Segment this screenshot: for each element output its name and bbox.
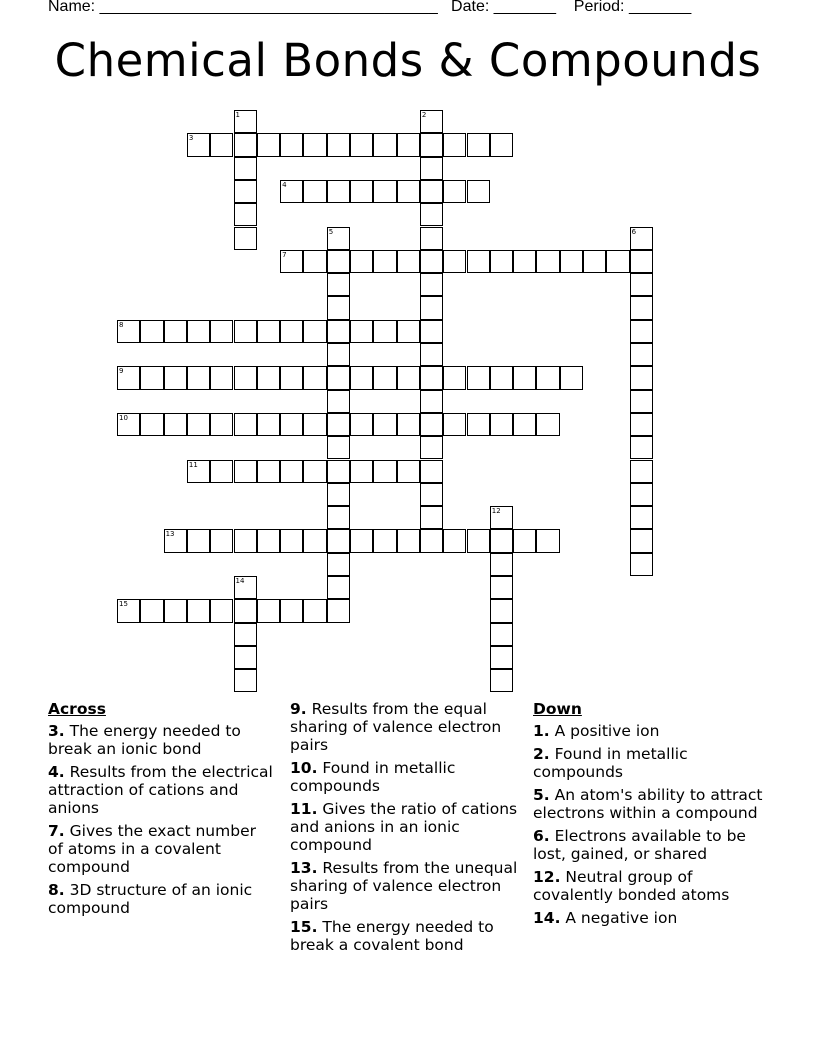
- grid-cell[interactable]: [234, 460, 257, 483]
- grid-cell[interactable]: [630, 390, 653, 413]
- grid-cell[interactable]: [187, 599, 210, 622]
- grid-cell[interactable]: [536, 366, 559, 389]
- clue-number-label: 9: [119, 367, 124, 376]
- grid-cell[interactable]: [490, 646, 513, 669]
- grid-cell[interactable]: [420, 133, 443, 156]
- grid-cell[interactable]: [234, 203, 257, 226]
- grid-cell[interactable]: [397, 460, 420, 483]
- grid-cell[interactable]: [536, 529, 559, 552]
- clue-number: 8.: [48, 881, 65, 899]
- grid-cell[interactable]: [420, 227, 443, 250]
- grid-cell[interactable]: [327, 273, 350, 296]
- grid-cell[interactable]: [234, 180, 257, 203]
- grid-cell[interactable]: [140, 320, 163, 343]
- clue-text: Results from the electrical attraction of cations and anions: [48, 763, 273, 817]
- across-clues-continued: [290, 700, 520, 959]
- grid-cell[interactable]: [303, 460, 326, 483]
- grid-cell[interactable]: [327, 460, 350, 483]
- grid-cell[interactable]: [490, 413, 513, 436]
- grid-cell[interactable]: [303, 320, 326, 343]
- clue-text: 3D structure of an ionic compound: [48, 881, 253, 917]
- grid-cell[interactable]: [303, 133, 326, 156]
- grid-cell[interactable]: [187, 133, 210, 156]
- clue-text: Found in metallic compounds: [290, 759, 456, 795]
- clue-number-label: 7: [282, 250, 287, 259]
- grid-cell[interactable]: [140, 366, 163, 389]
- grid-cell[interactable]: [467, 180, 490, 203]
- clue-number: 9.: [290, 700, 307, 718]
- clue-number: 6.: [533, 827, 550, 845]
- grid-cell[interactable]: [490, 553, 513, 576]
- grid-cell[interactable]: [234, 133, 257, 156]
- clue-text: Gives the ratio of cations and anions in an ionic compound: [290, 800, 518, 854]
- clue-number-label: 6: [631, 227, 637, 236]
- grid-cell[interactable]: [280, 460, 303, 483]
- grid-cell[interactable]: [234, 529, 257, 552]
- grid-cell[interactable]: [443, 180, 466, 203]
- down-clue-2: [533, 745, 763, 781]
- grid-cell[interactable]: [327, 506, 350, 529]
- clue-number-label: 10: [119, 413, 128, 422]
- grid-cell[interactable]: [303, 366, 326, 389]
- grid-cell[interactable]: [467, 133, 490, 156]
- clue-text: The energy needed to break an ionic bond: [48, 722, 241, 758]
- grid-cell[interactable]: [420, 296, 443, 319]
- grid-cell[interactable]: [117, 599, 140, 622]
- across-clue-7: [48, 822, 273, 876]
- clue-number: 7.: [48, 822, 65, 840]
- grid-cell[interactable]: [420, 157, 443, 180]
- clue-number-label: 13: [165, 530, 175, 539]
- grid-cell[interactable]: [327, 483, 350, 506]
- grid-cell[interactable]: [630, 553, 653, 576]
- grid-cell[interactable]: [630, 436, 653, 459]
- grid-cell[interactable]: [350, 320, 373, 343]
- across-clues: [48, 700, 273, 922]
- clue-text: Results from the equal sharing of valence electron pairs: [290, 700, 502, 754]
- grid-cell[interactable]: [420, 483, 443, 506]
- grid-cell[interactable]: [350, 133, 373, 156]
- across-clue-8: [48, 881, 273, 917]
- grid-cell[interactable]: [327, 180, 350, 203]
- grid-cell[interactable]: [164, 320, 187, 343]
- grid-cell[interactable]: [490, 366, 513, 389]
- grid-cell[interactable]: [350, 180, 373, 203]
- grid-cell[interactable]: [234, 227, 257, 250]
- grid-cell[interactable]: [560, 250, 583, 273]
- grid-cell[interactable]: [420, 506, 443, 529]
- clue-number: 15.: [290, 918, 318, 936]
- grid-cell[interactable]: [420, 343, 443, 366]
- clue-number-label: 12: [491, 507, 501, 516]
- grid-cell[interactable]: [117, 320, 140, 343]
- grid-cell[interactable]: [234, 623, 257, 646]
- grid-cell[interactable]: [513, 366, 536, 389]
- grid-cell[interactable]: [210, 413, 233, 436]
- grid-cell[interactable]: [373, 460, 396, 483]
- grid-cell[interactable]: [210, 133, 233, 156]
- clue-number: 12.: [533, 868, 561, 886]
- grid-cell[interactable]: [327, 366, 350, 389]
- grid-cell[interactable]: [280, 250, 303, 273]
- grid-cell[interactable]: [490, 133, 513, 156]
- grid-cell[interactable]: [373, 413, 396, 436]
- grid-cell[interactable]: [630, 483, 653, 506]
- grid-cell[interactable]: [234, 576, 257, 599]
- grid-cell[interactable]: [630, 273, 653, 296]
- grid-cell[interactable]: [257, 366, 280, 389]
- grid-cell[interactable]: [257, 529, 280, 552]
- clue-text: Electrons available to be lost, gained, or shared: [533, 827, 746, 863]
- grid-cell[interactable]: [443, 133, 466, 156]
- grid-cell[interactable]: [327, 576, 350, 599]
- grid-cell[interactable]: [234, 669, 257, 692]
- across-clue-9: [290, 700, 520, 754]
- grid-cell[interactable]: [164, 366, 187, 389]
- grid-cell[interactable]: [490, 506, 513, 529]
- grid-cell[interactable]: [327, 320, 350, 343]
- grid-cell[interactable]: [257, 133, 280, 156]
- grid-cell[interactable]: [257, 413, 280, 436]
- grid-cell[interactable]: [397, 250, 420, 273]
- grid-cell[interactable]: [630, 227, 653, 250]
- grid-cell[interactable]: [373, 133, 396, 156]
- grid-cell[interactable]: [257, 320, 280, 343]
- clue-text: Results from the unequal sharing of valence electron pairs: [290, 859, 518, 913]
- grid-cell[interactable]: [327, 553, 350, 576]
- grid-cell[interactable]: [397, 529, 420, 552]
- grid-cell[interactable]: [303, 413, 326, 436]
- clue-text: Gives the exact number of atoms in a covalent compound: [48, 822, 256, 876]
- down-clue-6: [533, 827, 763, 863]
- clue-number: 3.: [48, 722, 65, 740]
- clue-number-label: 8: [119, 320, 124, 329]
- grid-cell[interactable]: [117, 413, 140, 436]
- clue-number-label: 1: [235, 111, 240, 119]
- clue-number: 4.: [48, 763, 65, 781]
- clue-text: An atom's ability to attract electrons within a compound: [533, 786, 763, 822]
- grid-cell[interactable]: [280, 599, 303, 622]
- down-clue-5: [533, 786, 763, 822]
- grid-cell[interactable]: [234, 110, 257, 133]
- grid-cell[interactable]: [606, 250, 629, 273]
- grid-cell[interactable]: [536, 413, 559, 436]
- grid-cell[interactable]: [420, 366, 443, 389]
- clue-number-label: 11: [188, 460, 198, 469]
- grid-cell[interactable]: [140, 413, 163, 436]
- grid-cell[interactable]: [327, 250, 350, 273]
- grid-cell[interactable]: [536, 250, 559, 273]
- grid-cell[interactable]: [467, 413, 490, 436]
- clue-text: Neutral group of covalently bonded atoms: [533, 868, 730, 904]
- grid-cell[interactable]: [560, 366, 583, 389]
- grid-cell[interactable]: [234, 157, 257, 180]
- grid-cell[interactable]: [397, 180, 420, 203]
- grid-cell[interactable]: [280, 133, 303, 156]
- grid-cell[interactable]: [234, 599, 257, 622]
- grid-cell[interactable]: [327, 133, 350, 156]
- across-clue-3: [48, 722, 273, 758]
- grid-cell[interactable]: [280, 180, 303, 203]
- grid-cell[interactable]: [327, 343, 350, 366]
- grid-cell[interactable]: [303, 599, 326, 622]
- grid-cell[interactable]: [117, 366, 140, 389]
- grid-cell[interactable]: [490, 623, 513, 646]
- grid-cell[interactable]: [630, 460, 653, 483]
- clue-text: The energy needed to break a covalent bond: [290, 918, 494, 954]
- grid-cell[interactable]: [397, 413, 420, 436]
- grid-cell[interactable]: [420, 203, 443, 226]
- grid-cell[interactable]: [630, 529, 653, 552]
- clue-number: 14.: [533, 909, 561, 927]
- grid-cell[interactable]: [210, 320, 233, 343]
- across-clue-13: [290, 859, 520, 913]
- grid-cell[interactable]: [373, 366, 396, 389]
- grid-cell[interactable]: [373, 529, 396, 552]
- grid-cell[interactable]: [164, 599, 187, 622]
- grid-cell[interactable]: [303, 180, 326, 203]
- grid-cell[interactable]: [234, 366, 257, 389]
- grid-cell[interactable]: [327, 529, 350, 552]
- grid-cell[interactable]: [140, 599, 163, 622]
- grid-cell[interactable]: [327, 599, 350, 622]
- clue-number-label: 4: [282, 180, 287, 189]
- name-date-period-line[interactable]: Name: ______________________________________ Date: _______ Period: _______: [48, 0, 692, 15]
- down-clue-14: [533, 909, 763, 927]
- grid-cell[interactable]: [630, 320, 653, 343]
- grid-cell[interactable]: [210, 460, 233, 483]
- grid-cell[interactable]: [467, 529, 490, 552]
- clue-number: 13.: [290, 859, 318, 877]
- grid-cell[interactable]: [303, 529, 326, 552]
- grid-cell[interactable]: [327, 436, 350, 459]
- grid-cell[interactable]: [257, 460, 280, 483]
- across-clue-15: [290, 918, 520, 954]
- grid-cell[interactable]: [490, 529, 513, 552]
- grid-cell[interactable]: [467, 366, 490, 389]
- across-clue-10: [290, 759, 520, 795]
- grid-cell[interactable]: [164, 529, 187, 552]
- across-heading: Across: [48, 700, 106, 718]
- grid-cell[interactable]: [420, 436, 443, 459]
- down-clue-12: [533, 868, 763, 904]
- grid-cell[interactable]: [234, 413, 257, 436]
- grid-cell[interactable]: [350, 250, 373, 273]
- grid-cell[interactable]: [513, 413, 536, 436]
- across-clue-4: [48, 763, 273, 817]
- grid-cell[interactable]: [280, 413, 303, 436]
- grid-cell[interactable]: [420, 250, 443, 273]
- clue-number: 1.: [533, 722, 550, 740]
- grid-cell[interactable]: [373, 320, 396, 343]
- grid-cell[interactable]: [327, 413, 350, 436]
- clue-number-label: 15: [119, 600, 128, 609]
- grid-cell[interactable]: [327, 390, 350, 413]
- grid-cell[interactable]: [397, 320, 420, 343]
- grid-cell[interactable]: [350, 366, 373, 389]
- clue-text: A positive ion: [554, 722, 660, 740]
- down-heading: Down: [533, 700, 582, 718]
- grid-cell[interactable]: [630, 296, 653, 319]
- grid-cell[interactable]: [327, 227, 350, 250]
- grid-cell[interactable]: [373, 250, 396, 273]
- clue-text: A negative ion: [565, 909, 678, 927]
- clue-number-label: 5: [328, 227, 334, 236]
- grid-cell[interactable]: [630, 343, 653, 366]
- grid-cell[interactable]: [350, 529, 373, 552]
- grid-cell[interactable]: [280, 366, 303, 389]
- grid-cell[interactable]: [234, 646, 257, 669]
- grid-cell[interactable]: [210, 529, 233, 552]
- clue-number-label: 3: [188, 134, 194, 143]
- grid-cell[interactable]: [420, 110, 443, 133]
- grid-cell[interactable]: [467, 250, 490, 273]
- grid-cell[interactable]: [257, 599, 280, 622]
- grid-cell[interactable]: [373, 180, 396, 203]
- page-title: Chemical Bonds & Compounds: [54, 34, 762, 87]
- grid-cell[interactable]: [490, 576, 513, 599]
- grid-cell[interactable]: [280, 529, 303, 552]
- grid-cell[interactable]: [397, 366, 420, 389]
- grid-cell[interactable]: [443, 366, 466, 389]
- grid-cell[interactable]: [490, 250, 513, 273]
- grid-cell[interactable]: [630, 413, 653, 436]
- grid-cell[interactable]: [280, 320, 303, 343]
- grid-cell[interactable]: [490, 599, 513, 622]
- down-clues: [533, 700, 763, 932]
- grid-cell[interactable]: [630, 250, 653, 273]
- grid-cell[interactable]: [420, 320, 443, 343]
- clue-number: 11.: [290, 800, 318, 818]
- grid-cell[interactable]: [187, 366, 210, 389]
- grid-cell[interactable]: [420, 460, 443, 483]
- clue-number-label: 2: [421, 111, 427, 119]
- clue-number-label: 14: [235, 577, 245, 585]
- grid-cell[interactable]: [513, 250, 536, 273]
- grid-cell[interactable]: [187, 460, 210, 483]
- clue-text: Found in metallic compounds: [533, 745, 688, 781]
- grid-cell[interactable]: [187, 529, 210, 552]
- grid-cell[interactable]: [513, 529, 536, 552]
- grid-cell[interactable]: [420, 529, 443, 552]
- clue-number: 10.: [290, 759, 318, 777]
- clue-number: 2.: [533, 745, 550, 763]
- grid-cell[interactable]: [443, 413, 466, 436]
- grid-cell[interactable]: [420, 273, 443, 296]
- down-clue-1: [533, 722, 763, 740]
- grid-cell[interactable]: [303, 250, 326, 273]
- grid-cell[interactable]: [187, 413, 210, 436]
- grid-cell[interactable]: [350, 460, 373, 483]
- grid-cell[interactable]: [210, 599, 233, 622]
- grid-cell[interactable]: [420, 390, 443, 413]
- grid-cell[interactable]: [187, 320, 210, 343]
- grid-cell[interactable]: [443, 250, 466, 273]
- grid-cell[interactable]: [490, 669, 513, 692]
- grid-cell[interactable]: [420, 413, 443, 436]
- grid-cell[interactable]: [583, 250, 606, 273]
- across-clue-11: [290, 800, 520, 854]
- clue-number: 5.: [533, 786, 550, 804]
- grid-cell[interactable]: [630, 366, 653, 389]
- grid-cell[interactable]: [234, 320, 257, 343]
- grid-cell[interactable]: [420, 180, 443, 203]
- grid-cell[interactable]: [397, 133, 420, 156]
- grid-cell[interactable]: [630, 506, 653, 529]
- grid-cell[interactable]: [164, 413, 187, 436]
- grid-cell[interactable]: [350, 413, 373, 436]
- grid-cell[interactable]: [443, 529, 466, 552]
- grid-cell[interactable]: [327, 296, 350, 319]
- grid-cell[interactable]: [210, 366, 233, 389]
